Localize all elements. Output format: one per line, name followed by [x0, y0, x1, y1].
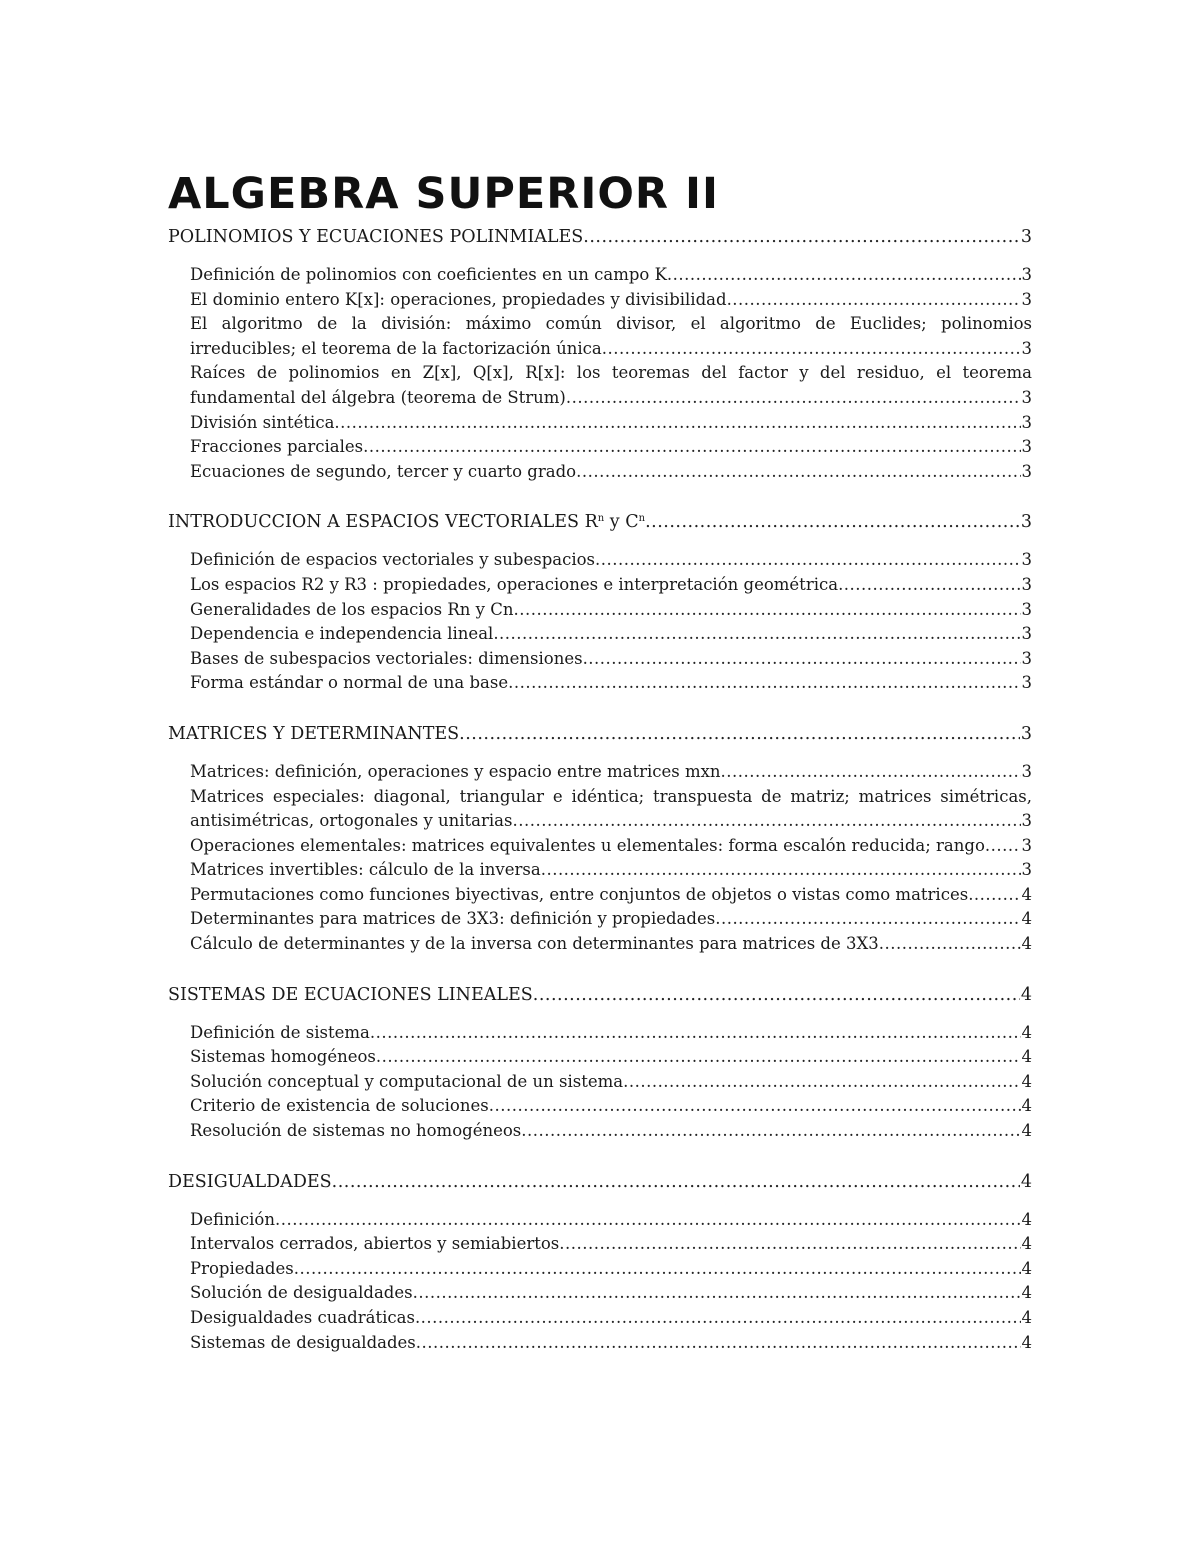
- toc-item[interactable]: [190, 834, 1032, 859]
- toc-item-line: [190, 1094, 1032, 1119]
- dot-leader: [416, 1331, 1021, 1356]
- toc-item-text: Generalidades de los espacios Rn y Cn: [190, 599, 514, 619]
- toc-item-line: [190, 809, 1032, 834]
- toc-page-number: 3: [1021, 289, 1032, 309]
- toc-page-number: 3: [1021, 599, 1032, 619]
- toc-item[interactable]: [190, 411, 1032, 436]
- dot-leader: [879, 932, 1021, 957]
- toc-item-text: Definición de espacios vectoriales y subespacios: [190, 550, 596, 570]
- toc-section: [168, 721, 1032, 957]
- toc-page-number: 4: [1020, 1171, 1032, 1192]
- dot-leader: [583, 224, 1020, 250]
- toc-item-list: [168, 760, 1032, 957]
- dot-leader: [541, 858, 1021, 883]
- toc-item-text: Los espacios R2 y R3 : propiedades, operaciones e interpretación geométrica: [190, 574, 839, 594]
- toc-section-heading[interactable]: [168, 509, 1032, 535]
- toc-item[interactable]: [190, 785, 1032, 834]
- toc-item[interactable]: [190, 1208, 1032, 1233]
- toc-item-line: [190, 288, 1032, 313]
- toc-item[interactable]: [190, 1257, 1032, 1282]
- toc-page-number: 3: [1021, 811, 1032, 831]
- dot-leader: [275, 1208, 1021, 1233]
- toc-item[interactable]: [190, 907, 1032, 932]
- toc-item[interactable]: [190, 1119, 1032, 1144]
- toc-item-text: Sistemas de desigualdades: [190, 1332, 416, 1352]
- dot-leader: [566, 386, 1021, 411]
- dot-leader: [513, 598, 1020, 623]
- toc-item[interactable]: [190, 671, 1032, 696]
- toc-item[interactable]: [190, 1281, 1032, 1306]
- toc-item-line: [190, 573, 1032, 598]
- dot-leader: [721, 760, 1021, 785]
- dot-leader: [645, 509, 1020, 535]
- toc-item[interactable]: [190, 263, 1032, 288]
- toc-item-text: Ecuaciones de segundo, tercer y cuarto grado: [190, 461, 577, 481]
- toc-page-number: 3: [1020, 512, 1032, 533]
- toc-item-line: [190, 834, 1032, 859]
- dot-leader: [376, 1045, 1021, 1070]
- toc-item-line: [190, 760, 1032, 785]
- toc-heading-part: y C: [604, 512, 639, 533]
- toc-item[interactable]: [190, 1306, 1032, 1331]
- toc-item-text: Solución de desigualdades: [190, 1283, 413, 1303]
- dot-leader: [370, 1021, 1021, 1046]
- toc-item-line: [190, 883, 1032, 908]
- dot-leader: [667, 263, 1021, 288]
- toc-item-line: [190, 411, 1032, 436]
- dot-leader: [595, 548, 1020, 573]
- toc-heading-text: MATRICES Y DETERMINANTES: [168, 723, 460, 744]
- dot-leader: [294, 1257, 1021, 1282]
- table-of-contents: [168, 224, 1032, 1355]
- toc-item-line: [190, 1119, 1032, 1144]
- dot-leader: [623, 1070, 1020, 1095]
- toc-item-line: [190, 263, 1032, 288]
- toc-item-line: [190, 1281, 1032, 1306]
- toc-item[interactable]: [190, 1070, 1032, 1095]
- toc-page-number: 4: [1020, 984, 1032, 1005]
- toc-page-number: 3: [1021, 387, 1032, 407]
- dot-leader: [985, 834, 1021, 859]
- toc-item-line: [190, 1257, 1032, 1282]
- toc-item-text: antisimétricas, ortogonales y unitarias: [190, 811, 513, 831]
- toc-page-number: 4: [1021, 1121, 1032, 1141]
- toc-item-line: [190, 1232, 1032, 1257]
- toc-item[interactable]: [190, 858, 1032, 883]
- toc-item[interactable]: [190, 435, 1032, 460]
- dot-leader: [459, 721, 1020, 747]
- toc-page-number: 3: [1021, 412, 1032, 432]
- toc-item-line: [190, 1306, 1032, 1331]
- toc-page-number: 4: [1021, 1234, 1032, 1254]
- toc-item-text: Permutaciones como funciones biyectivas, entre conjuntos de objetos o vistas como matrices: [190, 884, 969, 904]
- dot-leader: [559, 1232, 1020, 1257]
- toc-heading-part: INTRODUCCION A ESPACIOS VECTORIALES R: [168, 512, 598, 533]
- toc-page-number: 4: [1021, 884, 1032, 904]
- toc-item-line: [190, 386, 1032, 411]
- toc-item-text: Determinantes para matrices de 3X3: definición y propiedades: [190, 909, 716, 929]
- toc-item-list: [168, 263, 1032, 484]
- dot-leader: [602, 337, 1021, 362]
- toc-page-number: 4: [1021, 1308, 1032, 1327]
- toc-item-line: [190, 858, 1032, 883]
- dot-leader: [521, 1119, 1020, 1144]
- toc-page-number: 3: [1021, 550, 1032, 570]
- dot-leader: [489, 1094, 1021, 1119]
- dot-leader: [334, 411, 1020, 436]
- dot-leader: [533, 982, 1020, 1008]
- toc-item-text: Resolución de sistemas no homogéneos: [190, 1121, 522, 1141]
- toc-item[interactable]: [190, 647, 1032, 672]
- toc-section: [168, 982, 1032, 1144]
- toc-page-number: 4: [1021, 1071, 1032, 1091]
- toc-item[interactable]: [190, 760, 1032, 785]
- toc-item-text: Definición de sistema: [190, 1022, 370, 1042]
- toc-page-number: 3: [1021, 860, 1032, 880]
- toc-heading-text: DESIGUALDADES: [168, 1171, 332, 1192]
- dot-leader: [576, 460, 1020, 485]
- toc-page-number: 4: [1021, 1209, 1032, 1229]
- toc-page-number: 4: [1021, 1047, 1032, 1067]
- toc-item-text: Propiedades: [190, 1258, 294, 1278]
- toc-item[interactable]: [190, 573, 1032, 598]
- toc-item-line: [190, 1045, 1032, 1070]
- dot-leader: [413, 1281, 1021, 1306]
- toc-item-line: [190, 1021, 1032, 1046]
- toc-section-heading[interactable]: [168, 982, 1032, 1008]
- toc-item-text: Cálculo de determinantes y de la inversa con determinantes para matrices de 3X3: [190, 934, 879, 954]
- toc-item-text: fundamental del álgebra (teorema de Strum): [190, 387, 566, 407]
- toc-page-number: 3: [1021, 648, 1032, 668]
- toc-heading-superscript: n: [638, 513, 646, 525]
- toc-page-number: 3: [1021, 835, 1032, 855]
- toc-item-line: [190, 647, 1032, 672]
- dot-leader: [332, 1169, 1020, 1195]
- toc-item-text: Sistemas homogéneos: [190, 1047, 376, 1067]
- toc-item-line: [190, 435, 1032, 460]
- toc-item-text: Bases de subespacios vectoriales: dimensiones: [190, 648, 583, 668]
- toc-page-number: 3: [1021, 265, 1032, 284]
- toc-item-line: [190, 337, 1032, 362]
- toc-heading-text: POLINOMIOS Y ECUACIONES POLINMIALES: [168, 227, 584, 247]
- toc-item[interactable]: [190, 548, 1032, 573]
- toc-item-line: [190, 622, 1032, 647]
- toc-item-text: Matrices invertibles: cálculo de la inversa: [190, 860, 541, 880]
- toc-item-line: [190, 460, 1032, 485]
- toc-item-text: Solución conceptual y computacional de un sistema: [190, 1071, 624, 1091]
- toc-section-heading[interactable]: [168, 224, 1032, 250]
- dot-leader: [727, 288, 1021, 313]
- dot-leader: [838, 573, 1020, 598]
- toc-item-text: Definición de polinomios con coeficientes en un campo K: [190, 265, 667, 284]
- toc-item[interactable]: [190, 361, 1032, 410]
- toc-item[interactable]: [190, 598, 1032, 623]
- toc-page-number: 4: [1021, 934, 1032, 954]
- toc-item[interactable]: [190, 1021, 1032, 1046]
- toc-section: [168, 224, 1032, 484]
- toc-heading-line: [168, 982, 1032, 1008]
- toc-item[interactable]: [190, 883, 1032, 908]
- toc-page-number: 4: [1021, 1258, 1032, 1278]
- toc-item[interactable]: [190, 312, 1032, 361]
- toc-item[interactable]: [190, 1094, 1032, 1119]
- toc-page-number: 3: [1021, 461, 1032, 481]
- toc-section-heading[interactable]: [168, 721, 1032, 747]
- toc-item-text: Matrices: definición, operaciones y espacio entre matrices mxn: [190, 761, 721, 781]
- toc-item-line: [190, 907, 1032, 932]
- toc-item[interactable]: [190, 288, 1032, 313]
- toc-heading-text: SISTEMAS DE ECUACIONES LINEALES: [168, 984, 533, 1005]
- toc-item-line: [190, 1331, 1032, 1356]
- dot-leader: [715, 907, 1020, 932]
- toc-heading-text: [168, 509, 645, 535]
- toc-item[interactable]: [190, 460, 1032, 485]
- toc-item-text-first-line: Raíces de polinomios en Z[x], Q[x], R[x]: los teoremas del factor y del residuo, el teorema: [190, 363, 1032, 383]
- toc-heading-line: [168, 224, 1032, 250]
- toc-page-number: 3: [1021, 761, 1032, 781]
- toc-item-line: [190, 598, 1032, 623]
- toc-item-list: [168, 548, 1032, 696]
- dot-leader: [363, 435, 1020, 460]
- toc-item-text: División sintética: [190, 412, 335, 432]
- toc-item-text: Fracciones parciales: [190, 437, 364, 457]
- toc-page-number: 4: [1021, 1096, 1032, 1116]
- toc-item-text: Criterio de existencia de soluciones: [190, 1096, 489, 1116]
- toc-item-line: [190, 1070, 1032, 1095]
- toc-item-text-first-line: El algoritmo de la división: máximo común divisor, el algoritmo de Euclides; polinomios: [190, 314, 1032, 334]
- toc-item-text: Definición: [190, 1209, 275, 1229]
- toc-item[interactable]: [190, 1045, 1032, 1070]
- toc-section: [168, 1169, 1032, 1356]
- toc-item-line: [190, 932, 1032, 957]
- toc-heading-line: [168, 1169, 1032, 1195]
- document-page: [168, 170, 1032, 1380]
- dot-leader: [968, 883, 1020, 908]
- toc-item-line: [190, 1208, 1032, 1233]
- toc-item-text: Intervalos cerrados, abiertos y semiabiertos: [190, 1234, 560, 1254]
- toc-page-number: 3: [1021, 574, 1032, 594]
- toc-item-line: [190, 548, 1032, 573]
- toc-item-text: Operaciones elementales: matrices equivalentes u elementales: forma escalón reducida; rango: [190, 835, 985, 855]
- toc-page-number: 4: [1021, 1022, 1032, 1042]
- toc-page-number: 3: [1021, 624, 1032, 644]
- toc-section-heading[interactable]: [168, 1169, 1032, 1195]
- toc-page-number: 3: [1021, 673, 1032, 693]
- toc-item[interactable]: [190, 1331, 1032, 1356]
- toc-page-number: 4: [1021, 1283, 1032, 1303]
- toc-item-line: [190, 671, 1032, 696]
- toc-page-number: 4: [1021, 1332, 1032, 1352]
- dot-leader: [508, 671, 1020, 696]
- toc-section: [168, 509, 1032, 696]
- toc-heading-line: [168, 509, 1032, 535]
- toc-item-text-first-line: Matrices especiales: diagonal, triangular e idéntica; transpuesta de matriz; matrices simétricas,: [190, 786, 1032, 806]
- document-title: ALGEBRA SUPERIOR II: [168, 169, 719, 219]
- toc-item[interactable]: [190, 1232, 1032, 1257]
- toc-page-number: 3: [1021, 437, 1032, 457]
- toc-item-text: Desigualdades cuadráticas: [190, 1308, 415, 1327]
- dot-leader: [583, 647, 1021, 672]
- dot-leader: [513, 809, 1021, 834]
- dot-leader: [415, 1306, 1021, 1331]
- toc-heading-superscript: n: [597, 513, 605, 525]
- toc-item[interactable]: [190, 622, 1032, 647]
- toc-item[interactable]: [190, 932, 1032, 957]
- toc-heading-line: [168, 721, 1032, 747]
- toc-page-number: 3: [1021, 338, 1032, 358]
- toc-page-number: 3: [1020, 723, 1032, 744]
- dot-leader: [493, 622, 1020, 647]
- toc-item-list: [168, 1208, 1032, 1356]
- toc-page-number: 4: [1021, 909, 1032, 929]
- toc-item-list: [168, 1021, 1032, 1144]
- toc-item-text: irreducibles; el teorema de la factorización única: [190, 338, 602, 358]
- toc-item-text: Forma estándar o normal de una base: [190, 673, 509, 693]
- toc-item-text: Dependencia e independencia lineal: [190, 624, 494, 644]
- toc-item-text: El dominio entero K[x]: operaciones, propiedades y divisibilidad: [190, 289, 727, 309]
- toc-page-number: 3: [1020, 227, 1032, 247]
